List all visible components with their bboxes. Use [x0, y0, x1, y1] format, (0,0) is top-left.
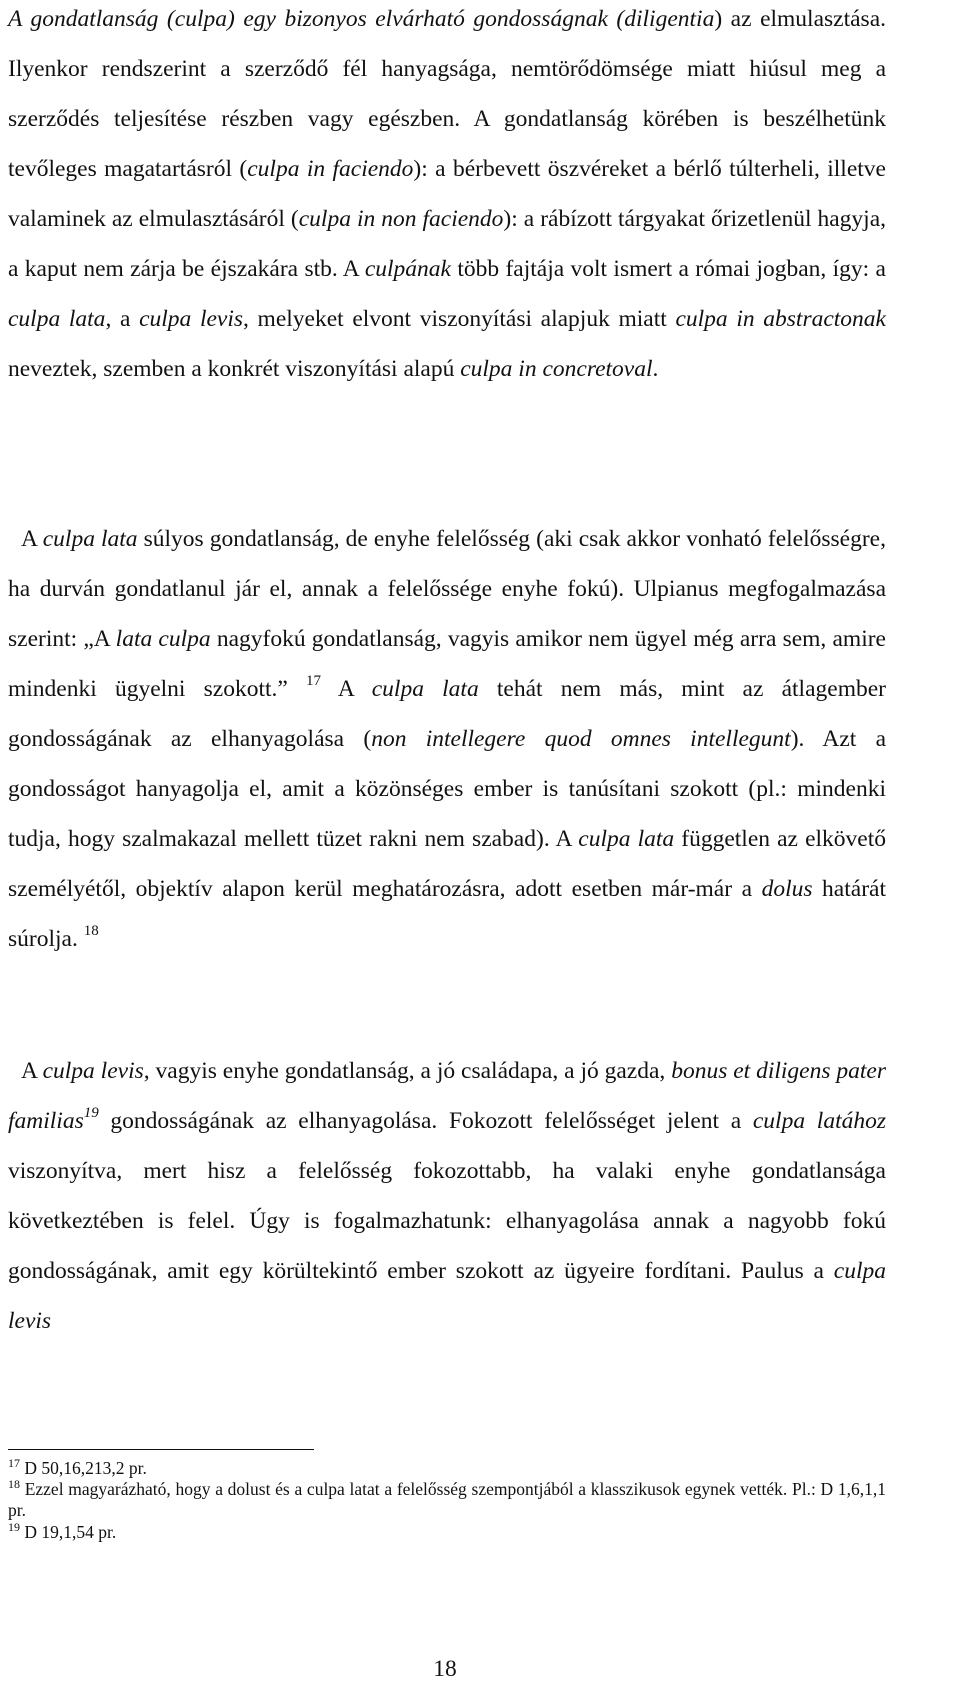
text-run: tehát nem más, mint az átlagember gondosságának az elhanyagolása (: [8, 676, 886, 752]
text-run: neveztek, szemben a konkrét viszonyítási alapú: [8, 356, 461, 382]
italic-text: culpa lata: [578, 826, 675, 852]
italic-text: culpa lata: [8, 306, 106, 332]
italic-text: A gondatlanság (: [8, 6, 175, 32]
text-run: Ezzel magyarázható, hogy a dolust és a culpa latat a felelősség szempontjából a klasszikusok egynek vették. Pl.: D 1,6,1,1 pr.: [8, 1479, 886, 1520]
italic-text: culpa lata: [371, 676, 479, 702]
text-run: , melyeket elvont viszonyítási alapjuk miatt: [243, 306, 676, 332]
paragraph-culpa-levis: [8, 1046, 886, 1346]
footnote-separator: [8, 1449, 314, 1450]
footnote-reference: 18: [83, 923, 99, 939]
text-run: , vagyis enyhe gondatlanság, a jó családapa, a jó gazda,: [143, 1058, 672, 1084]
footnote-reference: 19: [8, 1520, 20, 1534]
italic-text: culpa lata: [42, 526, 138, 552]
text-run: viszonyítva, mert hisz a felelősség fokozottabb, ha valaki enyhe gondatlansága következtében is felel. Úgy is fogalmazhatunk: elhanyagolása annak a nagyobb fokú gondosságának, amit egy körültekintő ember szokott az ügyeire fordítani. Paulus a: [8, 1158, 886, 1284]
italic-text: diligentia: [624, 6, 715, 32]
italic-text: lata culpa: [115, 626, 211, 652]
text-run: független az elkövető személyétől, objektív alapon kerül meghatározásra, adott esetben már-már a: [8, 826, 886, 902]
footnote-18: [8, 1479, 886, 1521]
italic-text: culpa in faciendo: [247, 156, 414, 182]
text-run: határát súrolja.: [8, 876, 886, 952]
paragraph-culpa-definition: [8, 0, 886, 394]
footnote-reference: 19: [83, 1105, 99, 1121]
text-run: ). Azt a gondosságot hanyagolja el, amit a közönséges ember is tanúsítani szokott (pl.: mindenki tudja, hogy szalmakazal mellett tüzet rakni nem szabad). A: [8, 726, 886, 852]
text-run: A: [321, 676, 372, 702]
text-run: ) az elmulasztása. Ilyenkor rendszerint a szerződő fél hanyagsága, nemtörődömsége miatt hiúsul meg a szerződés teljesítése részben vagy egészben. A gondatlanság körében is beszélhetünk tevőleges magatartásról (: [8, 6, 887, 182]
text-run: ): a bérbevett öszvéreket a bérlő túlterheli, illetve valaminek az elmulasztásáról (: [8, 156, 886, 232]
italic-text: bonus et diligens pater familias: [8, 1058, 886, 1134]
footnote-reference: 18: [8, 1477, 20, 1491]
italic-text: dolus: [761, 876, 813, 902]
paragraph-culpa-lata: [8, 514, 886, 964]
italic-text: culpa in non faciendo: [298, 206, 504, 232]
footnote-reference: 17: [8, 1456, 20, 1470]
text-run: A: [21, 526, 43, 552]
text-run: gondosságának az elhanyagolása. Fokozott felelősséget jelent a: [98, 1108, 753, 1134]
footnote-17: [8, 1458, 886, 1479]
italic-text: culpa levis: [139, 306, 244, 332]
italic-text: culpa levis: [8, 1258, 886, 1334]
text-run: ): a rábízott tárgyakat őrizetlenül hagyja, a kaput nem zárja be éjszakára stb. A: [8, 206, 886, 282]
text-run: D 19,1,54 pr.: [20, 1522, 117, 1542]
text-run: több fajtája volt ismert a római jogban, így: a: [450, 256, 886, 282]
text-run: A: [21, 1058, 43, 1084]
text-run: , a: [105, 306, 140, 332]
italic-text: non intellegere quod omnes intellegunt: [371, 726, 791, 752]
italic-text: culpa latához: [752, 1108, 886, 1134]
text-run: nagyfokú gondatlanság, vagyis amikor nem ügyel még arra sem, amire mindenki ügyelni szokott.”: [8, 626, 886, 702]
italic-text: culpa: [174, 6, 227, 32]
italic-text: culpa in concretoval: [460, 356, 653, 382]
text-run: D 50,16,213,2 pr.: [20, 1458, 147, 1478]
italic-text: ) egy bizonyos elvárható gondosságnak (: [226, 6, 625, 32]
italic-text: culpa levis: [42, 1058, 144, 1084]
text-run: .: [652, 356, 659, 382]
italic-text: culpának: [364, 256, 451, 282]
page-number: 18: [433, 1656, 457, 1682]
text-run: súlyos gondatlanság, de enyhe felelősség (aki csak akkor vonható felelősségre, ha durván gondatlanul jár el, annak a felelőssége enyhe fokú). Ulpianus megfogalmazása szerint: „A: [8, 526, 886, 652]
italic-text: culpa in abstractonak: [675, 306, 886, 332]
footnote-19: [8, 1522, 886, 1543]
footnote-reference: 17: [306, 673, 321, 689]
